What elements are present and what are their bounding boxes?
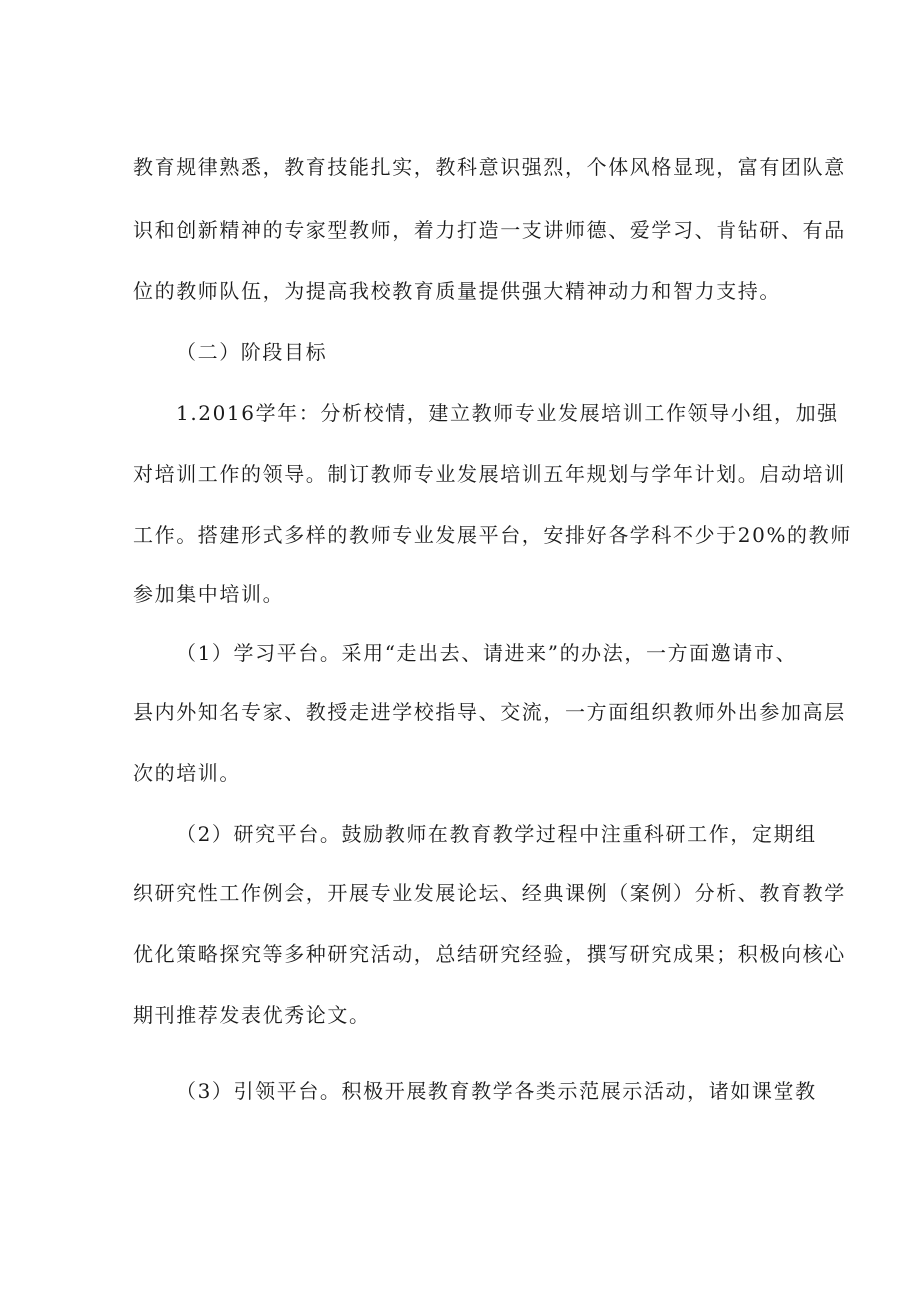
paragraph-line: 识和创新精神的专家型教师，着力打造一支讲师德、爱学习、肯钻研、有品 xyxy=(133,218,846,242)
paragraph-line: 优化策略探究等多种研究活动，总结研究经验，撰写研究成果；积极向核心 xyxy=(133,942,846,966)
paragraph-line: 教育规律熟悉，教育技能扎实，教科意识强烈，个体风格显现，富有团队意 xyxy=(133,155,846,179)
paragraph-line: （2）研究平台。鼓励教师在教育教学过程中注重科研工作，定期组 xyxy=(176,822,817,846)
paragraph-line: 参加集中培训。 xyxy=(133,582,285,606)
paragraph-line: （3）引领平台。积极开展教育教学各类示范展示活动，诸如课堂教 xyxy=(176,1079,817,1103)
paragraph-line: 对培训工作的领导。制订教师专业发展培训五年规划与学年计划。启动培训 xyxy=(133,462,846,486)
paragraph-line: 县内外知名专家、教授走进学校指导、交流，一方面组织教师外出参加高层 xyxy=(133,700,846,724)
paragraph-line: 位的教师队伍，为提高我校教育质量提供强大精神动力和智力支持。 xyxy=(133,279,781,303)
paragraph-line: （1）学习平台。采用“走出去、请进来”的办法，一方面邀请市、 xyxy=(176,641,798,665)
paragraph-line: 次的培训。 xyxy=(133,761,241,785)
paragraph-line: 工作。搭建形式多样的教师专业发展平台，安排好各学科不少于20%的教师 xyxy=(133,523,852,547)
paragraph-line: 期刊推荐发表优秀论文。 xyxy=(133,1003,371,1027)
paragraph-line: 1.2016学年：分析校情，建立教师专业发展培训工作领导小组，加强 xyxy=(176,401,839,425)
section-heading: （二）阶段目标 xyxy=(176,340,328,364)
paragraph-line: 织研究性工作例会，开展专业发展论坛、经典课例（案例）分析、教育教学 xyxy=(133,881,846,905)
